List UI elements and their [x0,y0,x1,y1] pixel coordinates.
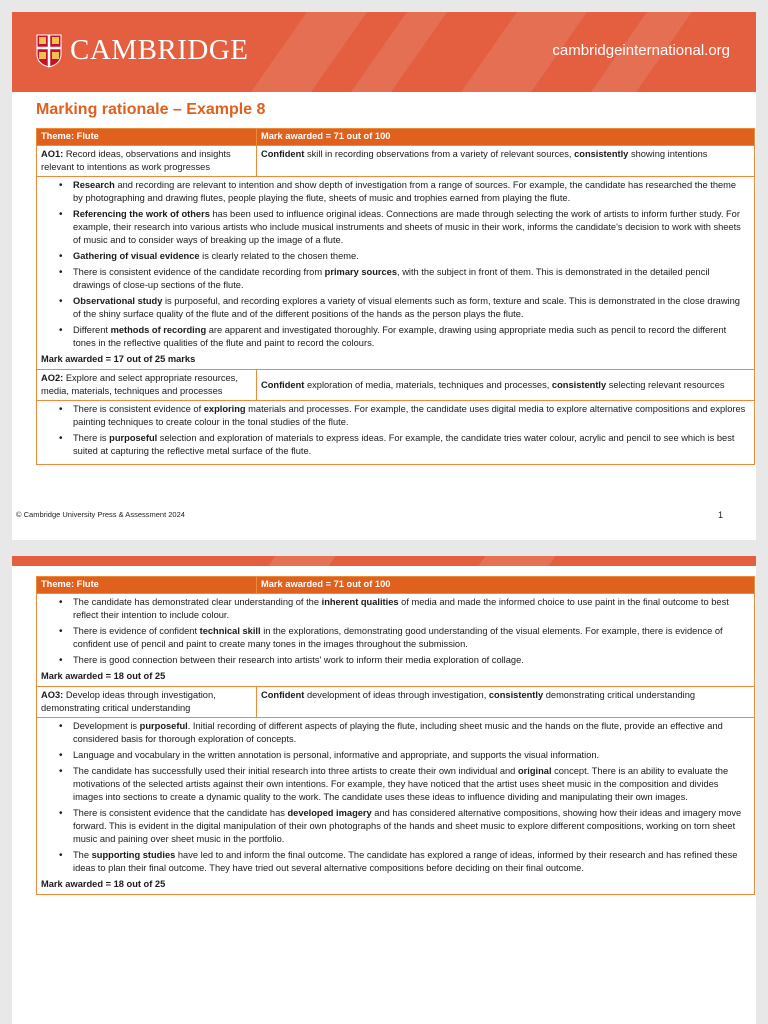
ao2-row [37,370,755,401]
page-title: Marking rationale – Example 8 [36,101,266,118]
page-2 [12,556,756,1024]
theme-cell: Theme: Flute [37,129,257,146]
list-item: • Gathering of visual evidence is clearly related to the chosen theme. [41,250,748,263]
list-item: • The candidate has successfully used their initial research into three artists to create their own individual and original concept. There is an ability to evaluate the motivations of the selected artists against their own intentions. For example, they have noticed that the artist uses sheet music in the composition and divides images into sections to create a dynamic quality to the work. The candidate uses these ideas to influence dividing and manipulating their own images. [41,765,748,804]
page-number: 1 [718,510,724,520]
ao1-objective: AO1: Record ideas, observations and insights relevant to intentions as work progresses [37,146,257,177]
list-item: • The candidate has demonstrated clear understanding of the inherent qualities of media and made the informed choice to use paint in the final outcome to best reflect their intention to include colour. [41,596,748,622]
ao2-mark: Mark awarded = 18 out of 25 [41,671,166,682]
list-item: • There is consistent evidence that the candidate has developed imagery and has considered alternative compositions, showing how their ideas and imagery move forward. This is evident in the digital manipulation of their own photographs of the hands and sheet music to explore different compositions, working on torn sheet music and paining over sheet music in the portfolio. [41,807,748,846]
ao2-bullet-list [41,403,748,458]
marking-table [36,128,755,465]
list-item: • The supporting studies have led to and inform the final outcome. The candidate has explored a range of ideas, informed by their research and has refined these ideas to plan their final outcome. They have tried out several alternative compositions before deciding on their final outcome. [41,849,748,875]
theme-cell: Theme: Flute [37,577,257,594]
list-item: • There is consistent evidence of exploring materials and processes. For example, the candidate uses digital media to explore alternative compositions and explores painting techniques to create colour in the tonal studies of the flute. [41,403,748,429]
list-item: • Research and recording are relevant to intention and show depth of investigation from a range of sources. For example, the candidate has researched the theme by photographing and drawing flutes, people playing the flute, sheets of music and trophies earned from playing the flute. [41,179,748,205]
ao1-bullet-list [41,179,748,350]
ao2-bullet-list-continued [41,596,748,667]
list-item: • Language and vocabulary in the written annotation is personal, informative and appropriate, and supports the visual information. [41,749,748,762]
ao1-row [37,146,755,177]
table-header-row [37,129,755,146]
list-item: • There is consistent evidence of the candidate recording from primary sources, with the subject in front of them. This is demonstrated in the detailed pencil drawings of close-up sections of the flute. [41,266,748,292]
ao3-bullet-list [41,720,748,875]
ao1-mark: Mark awarded = 17 out of 25 marks [41,354,196,365]
list-item: • Different methods of recording are apparent and investigated thoroughly. For example, drawing using appropriate media such as pencil to record the different tones in the reflective qualities of the flute and paint to record the colours. [41,324,748,350]
header-banner [12,12,756,92]
ao2-descriptor: Confident exploration of media, materials, techniques and processes, consistently selecting relevant resources [257,370,755,401]
list-item: • Development is purposeful. Initial recording of different aspects of playing the flute, including sheet music and the hands on the flute, provide an effective and considered basis for thorough exploration of concepts. [41,720,748,746]
ao1-evidence-row [37,177,755,370]
list-item: • Observational study is purposeful, and recording explores a variety of visual elements such as form, texture and scale. This is demonstrated in the close drawing of the shiny surface quality of the flute and of the different positions of the hands as the person plays the flute. [41,295,748,321]
list-item: • Referencing the work of others has been used to influence original ideas. Connections are made through selecting the work of artists to inform further study. For example, their research into various artists who include musical instruments and sheets of music in their work, informs the candidate's decision to work with sheets of music and to consider ways of breaking up the image of a flute. [41,208,748,247]
mark-total-cell: Mark awarded = 71 out of 100 [257,577,755,594]
mark-total-cell: Mark awarded = 71 out of 100 [257,129,755,146]
ao3-mark: Mark awarded = 18 out of 25 [41,879,166,890]
ao3-evidence-row [37,718,755,895]
list-item: • There is purposeful selection and exploration of materials to express ideas. For example, the candidate tries water colour, acrylic and pencil to see which is best suited at capturing the reflective metal surface of the flute. [41,432,748,458]
copyright: © Cambridge University Press & Assessment 2024 [16,510,185,519]
ao3-objective: AO3: Develop ideas through investigation, demonstrating critical understanding [37,687,257,718]
brand-wordmark: CAMBRIDGE [70,34,249,66]
ao2-objective: AO2: Explore and select appropriate resources, media, materials, techniques and processes [37,370,257,401]
table-header-row [37,577,755,594]
ao3-row [37,687,755,718]
list-item: • There is good connection between their research into artists' work to inform their media exploration of collage. [41,654,748,667]
website-link[interactable]: cambridgeinternational.org [552,42,730,59]
list-item: • There is evidence of confident technical skill in the explorations, demonstrating good understanding of the visual elements. For example, there is evidence of confident use of pencil and paint to create many tones in the images throughout the submission. [41,625,748,651]
ao2-evidence-row [37,401,755,465]
cambridge-crest-icon [36,34,62,68]
ao1-descriptor: Confident skill in recording observations from a variety of relevant sources, consistently showing intentions [257,146,755,177]
marking-table-continued [36,576,755,895]
ao3-descriptor: Confident development of ideas through investigation, consistently demonstrating critical understanding [257,687,755,718]
ao2-continued-row [37,594,755,687]
page-1 [12,12,756,540]
header-strip [12,556,756,566]
